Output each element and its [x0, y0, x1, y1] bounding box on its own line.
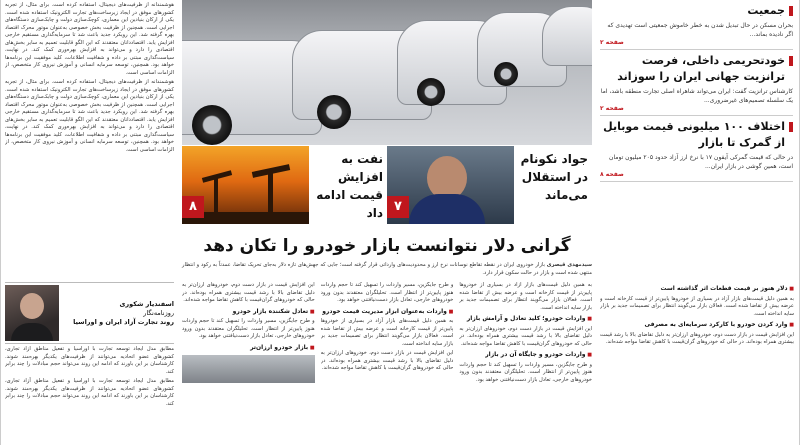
article-column — [321, 282, 454, 445]
body-text: این افزایش قیمت در بازار دست دوم، خودروهای ارزان‌تر به دلیل تقاضای بالا با رشد قیمت بیشتری همراه بوده‌اند. در حالی که خودروهای گران‌قیمت با کاهش تقاضا مواجه شده‌اند. — [320, 350, 454, 371]
subhead: ■ وارد کردن خودرو با کارکرد سرمایه‌ای به مصرفی — [600, 321, 794, 330]
story-population[interactable] — [600, 0, 793, 50]
left-column — [0, 0, 180, 445]
subhead: ■ دلار هنوز بر قیمت قطعات اثر گذاشته است — [600, 285, 794, 294]
center-column — [182, 0, 592, 445]
page-ref: صفحه ۸ — [600, 171, 624, 178]
teaser-title: نفت به افزایش قیمت ادامه داد — [316, 152, 383, 220]
body-text: مطابق مدل ایجاد توسعه تجارت با اوراسیا و تفعیل مناطق آزاد تجاری، کشورهای عضو اتحادیه می‌توانند از ظرفیت‌های یکدیگر بهره‌مند شوند. کارشناسان بر این باورند که ادامه این روند می‌تواند حجم مبادلات را چند برابر کند. — [5, 346, 174, 375]
body-text: مطابق مدل ایجاد توسعه تجارت با اوراسیا و تفعیل مناطق آزاد تجاری، کشورهای عضو اتحادیه می‌توانند از ظرفیت‌های یکدیگر بهره‌مند شوند. کارشناسان بر این باورند که ادامه این روند می‌تواند حجم مبادلات را چند برابر کند. — [5, 378, 174, 407]
article-columns — [182, 282, 592, 445]
body-text: به همین دلیل قیمت‌های بازار آزاد در بسیاری از خودروها پایین‌تر از قیمت کارخانه است و عرضه بیش از تقاضا شده است. فعالان بازار می‌گویند انتظار برای تصمیمات جدید بر بازار سایه انداخته است. — [459, 282, 592, 311]
player-photo — [387, 146, 514, 224]
main-headline[interactable]: گرانی دلار نتوانست بازار خودرو را تکان دهد — [203, 236, 571, 256]
author-name: سیدمهدی قیصری — [546, 262, 592, 268]
teaser-title: جواد نکونام در استقلال می‌ماند — [520, 152, 588, 202]
body-text: و طرح جایگزین، مسیر واردات را تسهیل کند تا حجم واردات هنوز پایین‌تر از انتظار است. تحلیلگران معتقدند بدون ورود خودروهای خارجی، تعادل بازار دست‌نیافتنی خواهد بود. — [320, 282, 454, 303]
columnist-name: اسفندیار شکوری — [119, 299, 174, 308]
oil-photo — [182, 146, 309, 224]
story-mobile[interactable] — [600, 116, 793, 182]
subhead: ■ واردات خودرو؛ کلید تعادل و آرامش بازار — [459, 315, 592, 324]
story-body: در حالی که قیمت گمرکی آیفون ۱۷ با نرخ ارز آزاد حدود ۲۰۵ میلیون تومان است، همین گوشی در بازار ایران... — [609, 154, 793, 170]
lower-right-text — [600, 282, 794, 445]
story-title: خودتحریمی داخلی، فرصت ترانزیت جهانی ایران را سوزاند — [600, 53, 793, 85]
body-text: هوشمندانه از ظرفیت‌های دیجیتال، استفاده کرده است. برای مثال، از تجربه کشورهای موفق در ایجاد زیرساخت‌های تجارت الکترونیک استفاده شده است. یکی از ارکان بنیادین این معماری، کوچک‌سازی دولت و چابک‌سازی دستگاه‌های اجرایی است. همچنین از ظرفیت بخش خصوصی به‌عنوان موتور محرک اقتصاد بهره گرفته شد. این رویکرد جدید باعث شد تا سرمایه‌گذاری مستقیم خارجی افزایش یابد. اقتصاددانان معتقدند که این الگو قابلیت تعمیم به سایر بخش‌های اقتصادی را دارد و می‌تواند به افزایش بهره‌وری کمک کند. در نهایت، سیاست‌گذاری مبتنی بر داده و شفافیت اطلاعات، کلید موفقیت این برنامه‌ها خواهد بود. همچنین، توسعه سرمایه انسانی و آموزش نیروی کار متخصص، از الزامات اساسی است. — [5, 79, 174, 153]
story-body: کارشناس ترانزیت گفت: ایران می‌تواند شاهراه اصلی تجارت منطقه باشد، اما یک سلسله تصمیم‌های غیرضروری... — [600, 88, 793, 104]
cars-photo — [182, 0, 592, 145]
columnist-title: روزنامه‌نگار — [143, 308, 174, 317]
left-article-lower — [5, 346, 174, 445]
body-text: به همین دلیل قیمت‌های بازار آزاد در بسیاری از خودروها پایین‌تر از قیمت کارخانه است و عرضه بیش از تقاضا شده است. فعالان بازار می‌گویند انتظار برای تصمیمات جدید بر بازار سایه انداخته است. — [600, 295, 794, 317]
subhead: ■ واردات به‌عنوان ابزار مدیریت قیمت خودرو — [321, 308, 454, 317]
lead-text: بازار خودروی ایران در نقطه تقاطع نوسانات نرخ ارز و محدودیت‌های وارداتی قرار گرفته است؛ جایی که جهش‌های تازه دلار به‌جای تحریک تقاضا، عمدتاً به رکود و انتظار منتهی شده است و بازار در حالت سکون قرار دارد. — [182, 262, 592, 276]
body-text: این افزایش قیمت در بازار دست دوم، خودروهای ارزان‌تر به دلیل تقاضای بالا با رشد قیمت بیشتری همراه بوده‌اند. در حالی که خودروهای گران‌قیمت با کاهش تقاضا مواجه شده‌اند. — [181, 282, 315, 303]
body-text: به همین دلیل قیمت‌های بازار آزاد در بسیاری از خودروها پایین‌تر از قیمت کارخانه است و عرضه بیش از تقاضا شده است. فعالان بازار می‌گویند انتظار برای تصمیمات جدید بر بازار سایه انداخته است. — [320, 318, 454, 347]
story-title: جمعیت — [600, 3, 793, 19]
body-text: این افزایش قیمت در بازار دست دوم، خودروهای ارزان‌تر به دلیل تقاضای بالا با رشد قیمت بیشتری همراه بوده‌اند. در حالی که خودروهای گران‌قیمت با کاهش تقاضا مواجه شده‌اند. — [459, 325, 592, 347]
subhead: ■ واردات خودرو و جایگاه آن در بازار — [459, 351, 592, 360]
page-number-badge: ۸ — [182, 196, 204, 218]
left-article — [5, 2, 174, 280]
body-text: و طرح جایگزین، مسیر واردات را تسهیل کند تا حجم واردات هنوز پایین‌تر از انتظار است. تحلیلگران معتقدند بدون ورود خودروهای خارجی، تعادل بازار دست‌نیافتنی خواهد بود. — [181, 318, 315, 339]
subhead: ■ بازار خودرو ارزان‌تر — [182, 344, 315, 353]
article-column — [459, 282, 592, 445]
car-thumbnail — [182, 355, 315, 383]
article-column — [182, 282, 315, 445]
story-title: اختلاف ۱۰۰ میلیونی قیمت موبایل از گمرک تا بازار — [600, 119, 793, 151]
teasers-row — [182, 146, 592, 224]
page-ref: صفحه ۲ — [600, 105, 624, 112]
body-text: این افزایش قیمت در بازار دست دوم، خودروهای ارزان‌تر به دلیل تقاضای بالا با رشد قیمت بیشتری همراه بوده‌اند. در حالی که خودروهای گران‌قیمت با کاهش تقاضا مواجه شده‌اند. — [600, 331, 794, 345]
body-text: و طرح جایگزین، مسیر واردات را تسهیل کند تا حجم واردات هنوز پایین‌تر از انتظار است. تحلیلگران معتقدند بدون ورود خودروهای خارجی، تعادل بازار دست‌نیافتنی خواهد بود. — [459, 361, 592, 383]
teaser-nekounam[interactable] — [387, 146, 592, 224]
column-title: روند تجارت آزاد ایران و اوراسیا — [73, 317, 174, 326]
columnist-block[interactable] — [5, 282, 174, 344]
page-ref: صفحه ۲ — [600, 39, 624, 46]
article-lead — [182, 262, 592, 277]
teaser-oil[interactable] — [182, 146, 387, 224]
columnist-photo — [5, 285, 59, 341]
story-transit[interactable] — [600, 50, 793, 116]
page-number-badge: ۷ — [387, 196, 409, 218]
body-text: هوشمندانه از ظرفیت‌های دیجیتال، استفاده کرده است. برای مثال، از تجربه کشورهای موفق در ایجاد زیرساخت‌های تجارت الکترونیک استفاده شده است. یکی از ارکان بنیادین این معماری، کوچک‌سازی دولت و چابک‌سازی دستگاه‌های اجرایی است. همچنین از ظرفیت بخش خصوصی به‌عنوان موتور محرک اقتصاد بهره گرفته شد. این رویکرد جدید باعث شد تا سرمایه‌گذاری مستقیم خارجی افزایش یابد. اقتصاددانان معتقدند که این الگو قابلیت تعمیم به سایر بخش‌های اقتصادی را دارد و می‌تواند به افزایش بهره‌وری کمک کند. در نهایت، سیاست‌گذاری مبتنی بر داده و شفافیت اطلاعات، کلید موفقیت این برنامه‌ها خواهد بود. همچنین، توسعه سرمایه انسانی و آموزش نیروی کار متخصص، از الزامات اساسی است. — [5, 2, 174, 76]
subhead: ■ تعادل شکننده بازار خودرو — [182, 308, 315, 317]
story-body: بحران مسکن در حال تبدیل شدن به خطر خاموش جمعیتی است تهدیدی که اگر نادیده بماند... — [607, 22, 793, 38]
